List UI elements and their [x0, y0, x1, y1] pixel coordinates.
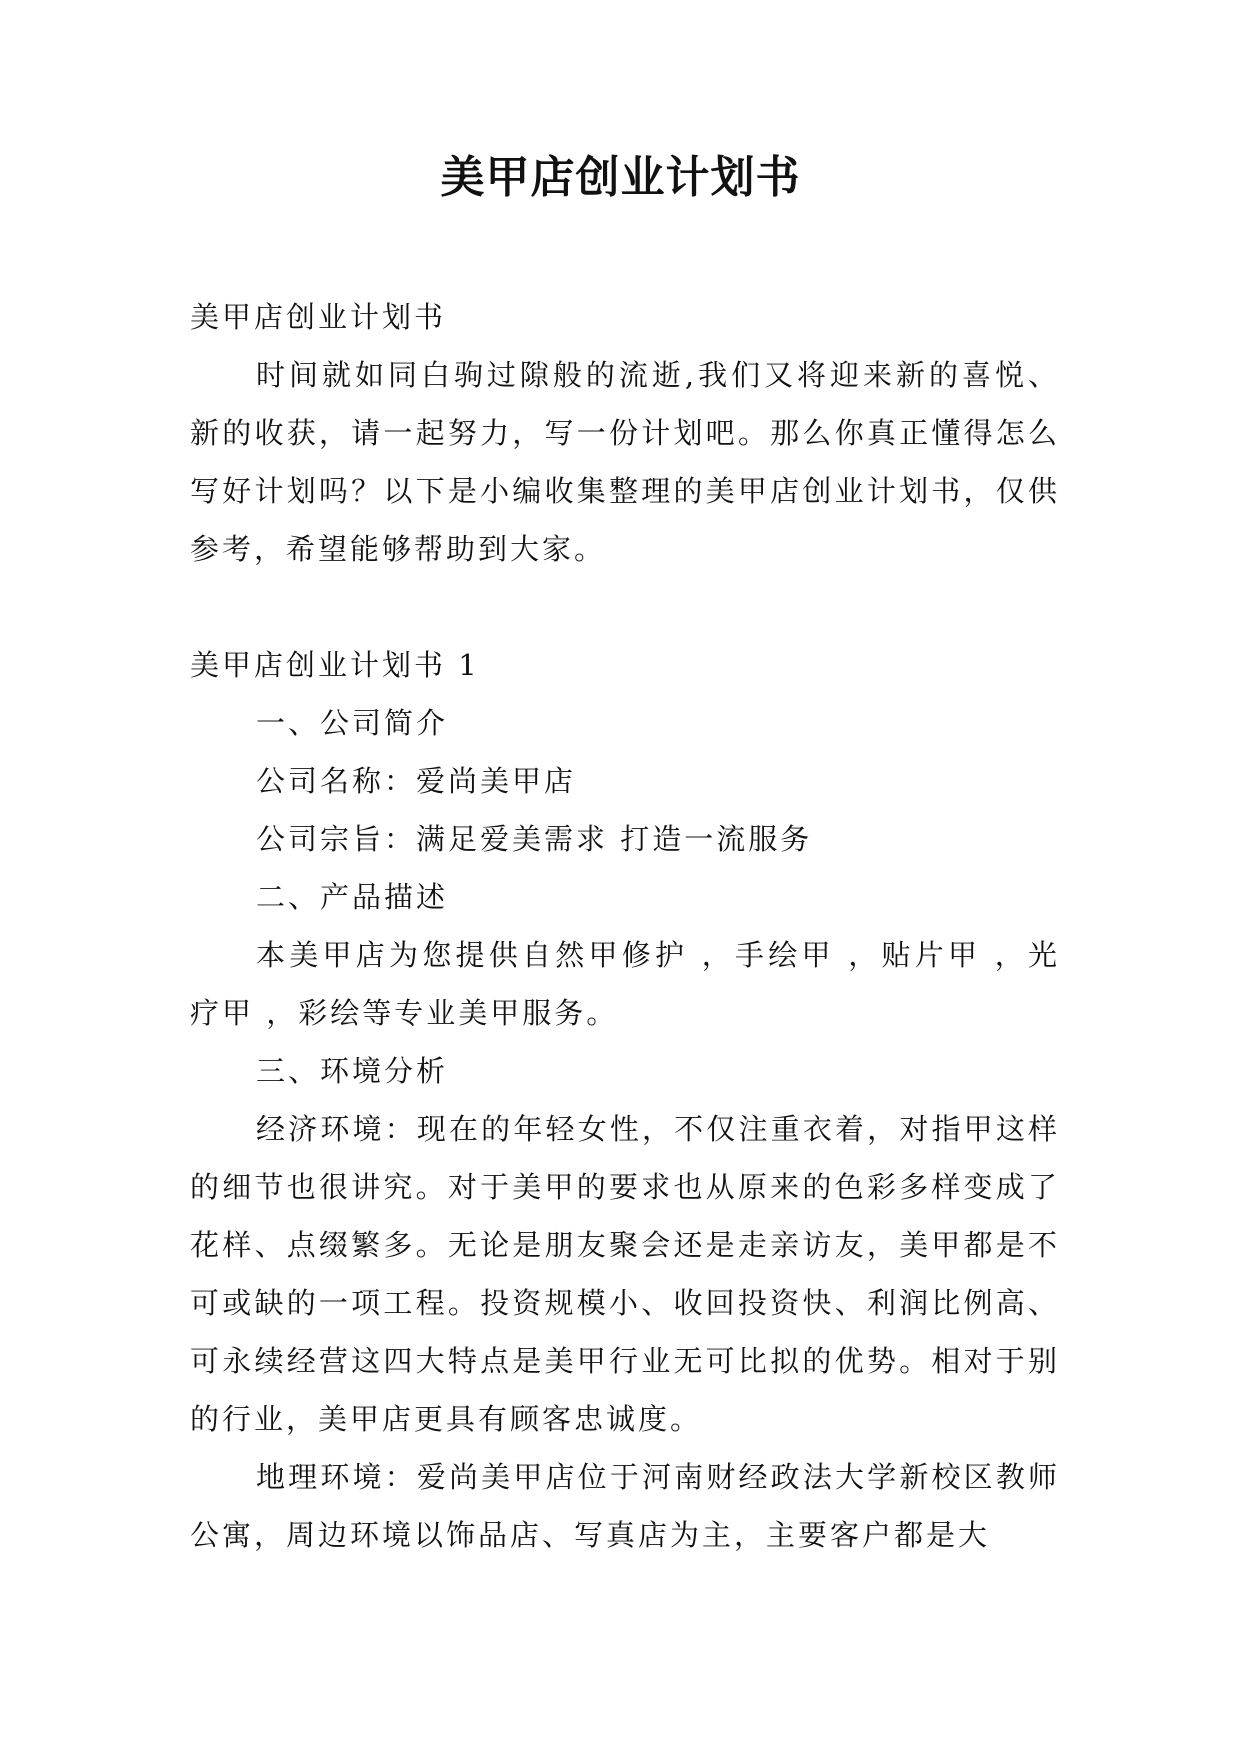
company-name-line: 公司名称：爱尚美甲店 [256, 764, 577, 798]
geographic-environment-paragraph: 地理环境：爱尚美甲店位于河南财经政法大学新校区教师公寓，周边环境以饰品店、写真店为主，主要客户都是大 [190, 1460, 1060, 1552]
subheading-company-profile: 一、公司简介 [256, 706, 449, 740]
document-body [190, 288, 1060, 1564]
product-description-paragraph: 本美甲店为您提供自然甲修护 ，手绘甲 ，贴片甲 ，光疗甲 ，彩绘等专业美甲服务。 [190, 938, 1060, 1030]
subheading-environment-analysis: 三、环境分析 [256, 1054, 449, 1088]
section-heading: 美甲店创业计划书 1 [190, 648, 480, 682]
company-purpose-line: 公司宗旨：满足爱美需求 打造一流服务 [256, 822, 813, 856]
intro-paragraph: 时间就如同白驹过隙般的流逝,我们又将迎来新的喜悦、新的收获，请一起努力，写一份计划吧。那么你真正懂得怎么写好计划吗？以下是小编收集整理的美甲店创业计划书，仅供参考，希望能够帮助到大家。 [190, 358, 1060, 566]
economic-environment-paragraph: 经济环境：现在的年轻女性，不仅注重衣着，对指甲这样的细节也很讲究。对于美甲的要求也从原来的色彩多样变成了花样、点缀繁多。无论是朋友聚会还是走亲访友，美甲都是不可或缺的一项工程。投资规模小、收回投资快、利润比例高、可永续经营这四大特点是美甲行业无可比拟的优势。相对于别的行业，美甲店更具有顾客忠诚度。 [190, 1112, 1060, 1436]
document-title: 美甲店创业计划书 [440, 152, 801, 203]
body-heading: 美甲店创业计划书 [190, 300, 447, 334]
subheading-product-description: 二、产品描述 [256, 880, 449, 914]
